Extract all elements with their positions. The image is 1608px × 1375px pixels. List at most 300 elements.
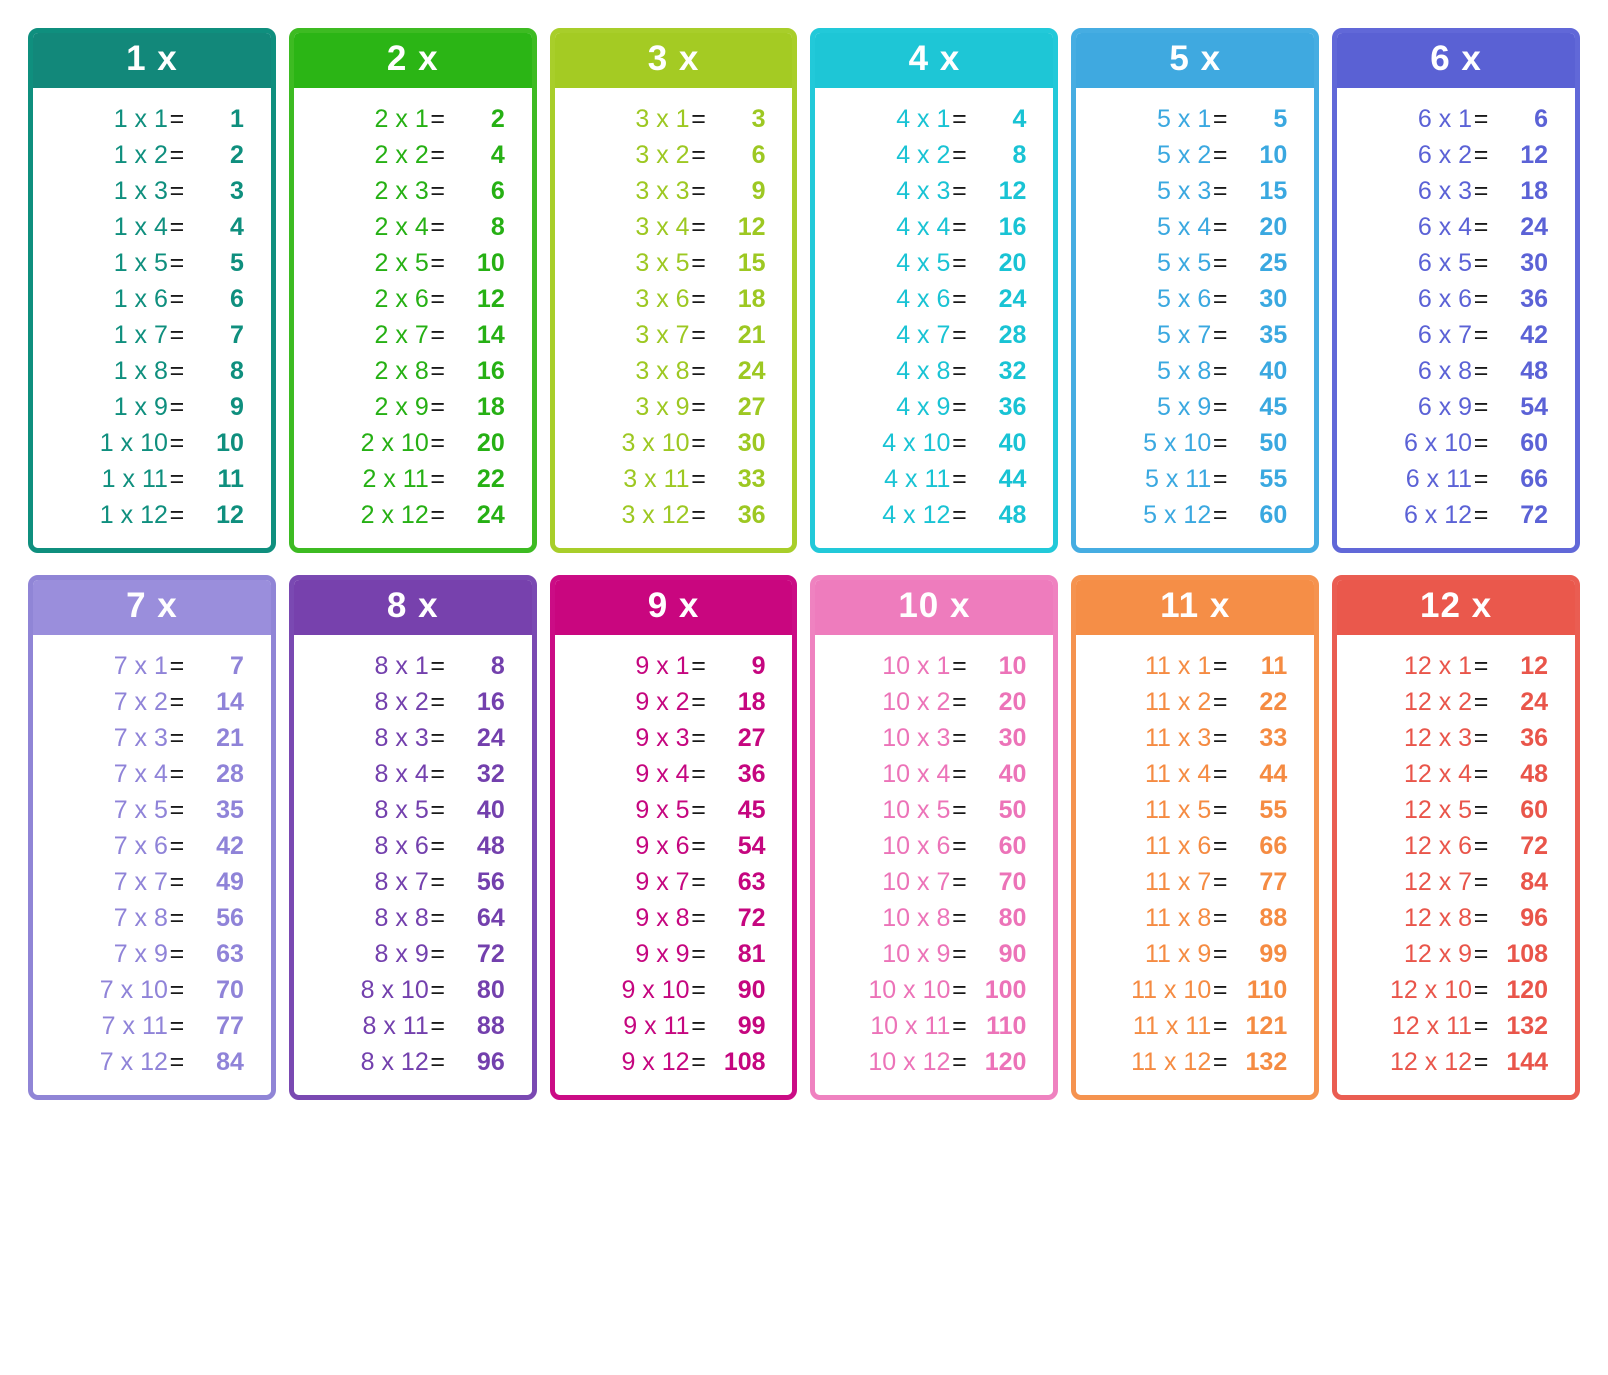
multiplicand: 6 — [1403, 501, 1418, 530]
equation-operands — [1364, 251, 1472, 276]
equals-symbol: = — [430, 688, 446, 716]
multiply-symbol: x — [395, 213, 408, 242]
product: 54 — [737, 832, 766, 860]
times-table-row — [33, 102, 271, 138]
times-table-body — [815, 88, 1053, 548]
equals-symbol: = — [1212, 688, 1228, 716]
times-table-row — [555, 901, 793, 937]
equals-symbol: = — [1212, 285, 1228, 314]
multiply-symbol: x — [642, 429, 655, 458]
equation-operands — [321, 726, 429, 751]
multiply-symbol: x — [134, 141, 148, 170]
product: 2 — [490, 105, 505, 134]
times-table-row — [33, 901, 271, 937]
equation-operands — [842, 834, 950, 859]
multiply-symbol: x — [1177, 285, 1191, 314]
equation-operands — [1364, 107, 1472, 132]
multiply-symbol: x — [656, 177, 669, 206]
product: 48 — [1520, 357, 1549, 386]
product: 18 — [737, 285, 766, 314]
multiplicand: 8 — [360, 976, 375, 1004]
multiplicand: 10 — [882, 688, 911, 716]
times-table-row — [294, 210, 532, 246]
times-table-row — [815, 282, 1053, 318]
equals-symbol: = — [691, 976, 706, 1004]
multiplicand: 6 — [1417, 285, 1432, 314]
product: 121 — [1245, 1012, 1288, 1040]
multiply-symbol: x — [1177, 940, 1191, 968]
equation-operands — [1103, 798, 1211, 823]
product: 50 — [998, 796, 1027, 824]
multiply-symbol: x — [395, 652, 408, 680]
equation-operands — [1103, 906, 1211, 931]
multiplier: 3 — [1197, 177, 1212, 206]
product: 8 — [490, 213, 505, 242]
equation-operands — [1103, 251, 1211, 276]
multiplicand: 11 — [1144, 724, 1171, 752]
equation-operands — [60, 1014, 168, 1039]
times-table-row — [1076, 390, 1314, 426]
equals-symbol: = — [1212, 976, 1228, 1004]
equation-operands — [582, 942, 690, 967]
equation-operands — [1103, 1050, 1211, 1075]
multiplier: 2 — [414, 688, 429, 716]
equation-operands — [321, 395, 429, 420]
times-table-row — [815, 318, 1053, 354]
multiply-symbol: x — [395, 357, 408, 386]
multiplier: 11 — [924, 1012, 951, 1040]
product: 3 — [230, 177, 244, 206]
equals-symbol: = — [952, 285, 967, 314]
times-table-body — [555, 635, 793, 1095]
multiplicand: 10 — [882, 904, 911, 932]
product: 6 — [230, 285, 244, 314]
multiplier: 7 — [154, 868, 168, 896]
equals-symbol: = — [691, 1048, 706, 1076]
multiplier: 7 — [414, 321, 429, 350]
multiplicand: 10 — [882, 832, 911, 860]
equation-operands — [60, 654, 168, 679]
times-table-row — [555, 973, 793, 1009]
multiplicand: 2 — [374, 321, 389, 350]
multiply-symbol: x — [134, 904, 148, 932]
multiplier: 1 — [1197, 652, 1212, 680]
product: 28 — [216, 760, 244, 788]
multiplicand: 6 — [1405, 465, 1420, 494]
equals-symbol: = — [691, 501, 706, 530]
times-table-row — [294, 829, 532, 865]
multiplier: 8 — [1458, 904, 1473, 932]
equation-operands — [60, 503, 168, 528]
multiply-symbol: x — [1177, 832, 1191, 860]
equals-symbol: = — [169, 321, 185, 350]
multiplier: 1 — [414, 105, 429, 134]
product: 16 — [476, 688, 505, 716]
multiplier: 5 — [1197, 796, 1212, 824]
equals-symbol: = — [1212, 724, 1228, 752]
equals-symbol: = — [1473, 105, 1489, 134]
multiplicand: 1 — [113, 141, 128, 170]
equals-symbol: = — [1473, 976, 1489, 1004]
equals-symbol: = — [430, 796, 446, 824]
product: 48 — [998, 501, 1027, 530]
times-table-row — [815, 210, 1053, 246]
multiplier: 10 — [140, 429, 168, 458]
times-table-row — [294, 138, 532, 174]
times-table-row — [294, 282, 532, 318]
product: 4 — [490, 141, 505, 170]
multiplier: 9 — [1458, 393, 1473, 422]
times-table-row — [1076, 354, 1314, 390]
multiplier: 6 — [1458, 832, 1473, 860]
equation-operands — [842, 798, 950, 823]
equation-operands — [1103, 654, 1211, 679]
product: 100 — [984, 976, 1027, 1004]
multiplicand: 1 — [113, 213, 128, 242]
equation-operands — [582, 431, 690, 456]
equation-operands — [1103, 978, 1211, 1003]
multiplier: 11 — [1446, 465, 1473, 494]
times-table-row — [815, 498, 1053, 534]
multiply-symbol: x — [122, 465, 135, 494]
multiplicand: 4 — [884, 465, 899, 494]
multiply-symbol: x — [1177, 213, 1191, 242]
times-table-body — [1337, 88, 1575, 548]
product: 1 — [230, 105, 244, 134]
multiplicand: 4 — [896, 357, 911, 386]
multiplier: 12 — [400, 1048, 429, 1076]
equation-operands — [842, 906, 950, 931]
equals-symbol: = — [1473, 688, 1489, 716]
times-table-title: 1 x — [33, 33, 271, 88]
multiplier: 3 — [675, 177, 690, 206]
product: 30 — [998, 724, 1027, 752]
times-table-card — [28, 575, 276, 1100]
product: 10 — [1259, 141, 1288, 170]
times-table-row — [1076, 246, 1314, 282]
product: 4 — [1012, 105, 1027, 134]
equation-operands — [582, 323, 690, 348]
multiplier: 2 — [154, 141, 168, 170]
equation-operands — [321, 798, 429, 823]
times-table-row — [1337, 937, 1575, 973]
equals-symbol: = — [430, 724, 446, 752]
multiply-symbol: x — [903, 976, 916, 1004]
times-table-row — [555, 318, 793, 354]
equation-operands — [60, 906, 168, 931]
times-table-row — [1337, 649, 1575, 685]
equation-operands — [321, 179, 429, 204]
product: 88 — [1259, 904, 1288, 932]
equation-operands — [842, 762, 950, 787]
multiply-symbol: x — [656, 213, 669, 242]
times-table-body — [1337, 635, 1575, 1095]
times-table-title: 10 x — [815, 580, 1053, 635]
equals-symbol: = — [1212, 868, 1228, 896]
equation-operands — [1364, 287, 1472, 312]
multiplier: 1 — [936, 652, 951, 680]
multiplier: 11 — [141, 1012, 168, 1040]
multiplicand: 6 — [1417, 105, 1432, 134]
equals-symbol: = — [1212, 177, 1228, 206]
multiplicand: 5 — [1157, 393, 1171, 422]
product: 48 — [476, 832, 505, 860]
equation-operands — [60, 179, 168, 204]
equation-operands — [1364, 654, 1472, 679]
product: 120 — [984, 1048, 1027, 1076]
times-table-row — [33, 498, 271, 534]
product: 99 — [737, 1012, 766, 1040]
equals-symbol: = — [169, 796, 185, 824]
equation-operands — [842, 503, 950, 528]
multiply-symbol: x — [917, 321, 930, 350]
product: 40 — [1259, 357, 1288, 386]
equation-operands — [842, 323, 950, 348]
equation-operands — [1103, 215, 1211, 240]
multiplier: 4 — [675, 760, 690, 788]
product: 24 — [476, 724, 505, 752]
multiplicand: 12 — [1403, 724, 1432, 752]
multiplier: 6 — [154, 285, 168, 314]
multiplier: 12 — [1444, 1048, 1473, 1076]
product: 32 — [476, 760, 505, 788]
multiply-symbol: x — [134, 940, 148, 968]
times-table-row — [1337, 354, 1575, 390]
equals-symbol: = — [169, 940, 185, 968]
multiply-symbol: x — [917, 393, 930, 422]
times-table-title: 11 x — [1076, 580, 1314, 635]
equals-symbol: = — [952, 213, 967, 242]
multiply-symbol: x — [1438, 177, 1452, 206]
times-table-row — [1076, 1009, 1314, 1045]
equation-operands — [1103, 107, 1211, 132]
equals-symbol: = — [169, 976, 185, 1004]
times-table-row — [815, 462, 1053, 498]
equation-operands — [1103, 870, 1211, 895]
multiplicand: 2 — [374, 285, 389, 314]
multiplier: 10 — [922, 976, 951, 1004]
multiply-symbol: x — [656, 249, 669, 278]
times-table-row — [294, 721, 532, 757]
times-table-row — [555, 865, 793, 901]
multiply-symbol: x — [1426, 1012, 1440, 1040]
multiply-symbol: x — [656, 321, 669, 350]
multiplier: 4 — [675, 213, 690, 242]
multiplier: 6 — [414, 285, 429, 314]
equals-symbol: = — [169, 177, 185, 206]
multiply-symbol: x — [656, 285, 669, 314]
equation-operands — [1103, 431, 1211, 456]
equals-symbol: = — [430, 357, 446, 386]
equation-operands — [1364, 395, 1472, 420]
times-table-card — [289, 28, 537, 553]
multiply-symbol: x — [134, 832, 148, 860]
multiply-symbol: x — [1438, 904, 1452, 932]
times-table-row — [1076, 757, 1314, 793]
equation-operands — [842, 870, 950, 895]
equation-operands — [1364, 798, 1472, 823]
equation-operands — [1364, 762, 1472, 787]
multiply-symbol: x — [134, 285, 148, 314]
product: 90 — [737, 976, 766, 1004]
multiply-symbol: x — [1438, 213, 1452, 242]
product: 15 — [1259, 177, 1288, 206]
equals-symbol: = — [691, 652, 706, 680]
product: 24 — [1520, 213, 1549, 242]
multiplier: 3 — [1458, 177, 1473, 206]
equals-symbol: = — [430, 285, 446, 314]
product: 9 — [751, 652, 766, 680]
multiply-symbol: x — [134, 652, 148, 680]
multiply-symbol: x — [656, 724, 669, 752]
multiplicand: 6 — [1417, 357, 1432, 386]
product: 22 — [1259, 688, 1288, 716]
multiply-symbol: x — [395, 249, 408, 278]
multiplicand: 11 — [1131, 976, 1158, 1004]
times-table-card — [550, 575, 798, 1100]
product: 8 — [490, 652, 505, 680]
multiplicand: 10 — [868, 976, 897, 1004]
times-table-row — [815, 1009, 1053, 1045]
multiplier: 2 — [675, 141, 690, 170]
equals-symbol: = — [952, 501, 967, 530]
multiplicand: 11 — [1144, 904, 1171, 932]
product: 40 — [476, 796, 505, 824]
multiplicand: 11 — [1144, 688, 1171, 716]
multiply-symbol: x — [395, 177, 408, 206]
multiplier: 1 — [1197, 105, 1212, 134]
equals-symbol: = — [1473, 321, 1489, 350]
equals-symbol: = — [952, 1048, 967, 1076]
equation-operands — [1364, 215, 1472, 240]
equation-operands — [1364, 834, 1472, 859]
times-table-row — [294, 973, 532, 1009]
times-table-row — [815, 1045, 1053, 1081]
multiplicand: 12 — [1403, 652, 1432, 680]
times-table-row — [1076, 973, 1314, 1009]
times-table-row — [33, 426, 271, 462]
equals-symbol: = — [430, 904, 446, 932]
times-table-row — [33, 138, 271, 174]
multiplicand: 2 — [360, 501, 375, 530]
multiply-symbol: x — [1424, 976, 1438, 1004]
equals-symbol: = — [430, 832, 446, 860]
equals-symbol: = — [1473, 141, 1489, 170]
multiply-symbol: x — [917, 249, 930, 278]
product: 88 — [476, 1012, 505, 1040]
multiplicand: 9 — [621, 976, 636, 1004]
times-table-row — [33, 1045, 271, 1081]
equation-operands — [582, 978, 690, 1003]
times-table-row — [1076, 282, 1314, 318]
times-table-row — [1337, 498, 1575, 534]
product: 55 — [1259, 465, 1288, 494]
multiply-symbol: x — [395, 105, 408, 134]
product: 108 — [723, 1048, 766, 1076]
multiplicand: 6 — [1417, 393, 1432, 422]
multiplier: 11 — [1446, 1012, 1473, 1040]
equation-operands — [321, 287, 429, 312]
multiplicand: 4 — [896, 249, 911, 278]
multiplicand: 11 — [1144, 652, 1171, 680]
multiplicand: 8 — [374, 832, 389, 860]
times-table-row — [555, 426, 793, 462]
multiplicand: 8 — [374, 688, 389, 716]
product: 12 — [1520, 141, 1549, 170]
multiplicand: 5 — [1157, 177, 1171, 206]
times-table-row — [1337, 138, 1575, 174]
equation-operands — [321, 870, 429, 895]
product: 70 — [216, 976, 244, 1004]
multiplicand: 5 — [1157, 321, 1171, 350]
equation-operands — [60, 431, 168, 456]
equation-operands — [842, 1014, 950, 1039]
equation-operands — [842, 726, 950, 751]
times-table-row — [33, 318, 271, 354]
multiply-symbol: x — [134, 688, 148, 716]
times-table-title: 5 x — [1076, 33, 1314, 88]
multiply-symbol: x — [1165, 1012, 1179, 1040]
times-table-row — [294, 246, 532, 282]
product: 72 — [476, 940, 505, 968]
product: 11 — [1260, 652, 1288, 680]
multiply-symbol: x — [120, 976, 134, 1004]
product: 20 — [476, 429, 505, 458]
times-table-row — [555, 1045, 793, 1081]
equation-operands — [1364, 503, 1472, 528]
product: 10 — [476, 249, 505, 278]
multiplier: 9 — [675, 940, 690, 968]
times-table-row — [33, 757, 271, 793]
product: 20 — [998, 688, 1027, 716]
multiplicand: 1 — [113, 285, 128, 314]
multiplicand: 1 — [99, 501, 114, 530]
equation-operands — [842, 467, 950, 492]
times-table-title: 2 x — [294, 33, 532, 88]
equation-operands — [1103, 467, 1211, 492]
product: 30 — [1520, 249, 1549, 278]
equation-operands — [60, 978, 168, 1003]
equals-symbol: = — [430, 465, 446, 494]
equals-symbol: = — [169, 1012, 185, 1040]
multiply-symbol: x — [134, 724, 148, 752]
times-table-card — [1332, 28, 1580, 553]
multiplicand: 3 — [635, 213, 650, 242]
multiply-symbol: x — [917, 213, 930, 242]
equals-symbol: = — [430, 321, 446, 350]
equals-symbol: = — [691, 724, 706, 752]
multiplicand: 10 — [882, 724, 911, 752]
multiplier: 3 — [936, 724, 951, 752]
multiply-symbol: x — [395, 688, 408, 716]
equals-symbol: = — [691, 688, 706, 716]
product: 2 — [230, 141, 244, 170]
multiplicand: 9 — [623, 1012, 638, 1040]
equals-symbol: = — [1473, 868, 1489, 896]
multiplicand: 12 — [1403, 760, 1432, 788]
equation-operands — [1103, 323, 1211, 348]
times-table-row — [555, 793, 793, 829]
equation-operands — [842, 107, 950, 132]
multiplier: 3 — [154, 177, 168, 206]
multiplicand: 12 — [1390, 1048, 1418, 1076]
product: 28 — [998, 321, 1027, 350]
multiplier: 10 — [1183, 429, 1212, 458]
equation-operands — [321, 359, 429, 384]
multiplicand: 11 — [1131, 1048, 1158, 1076]
multiplicand: 6 — [1403, 429, 1418, 458]
equation-operands — [60, 215, 168, 240]
